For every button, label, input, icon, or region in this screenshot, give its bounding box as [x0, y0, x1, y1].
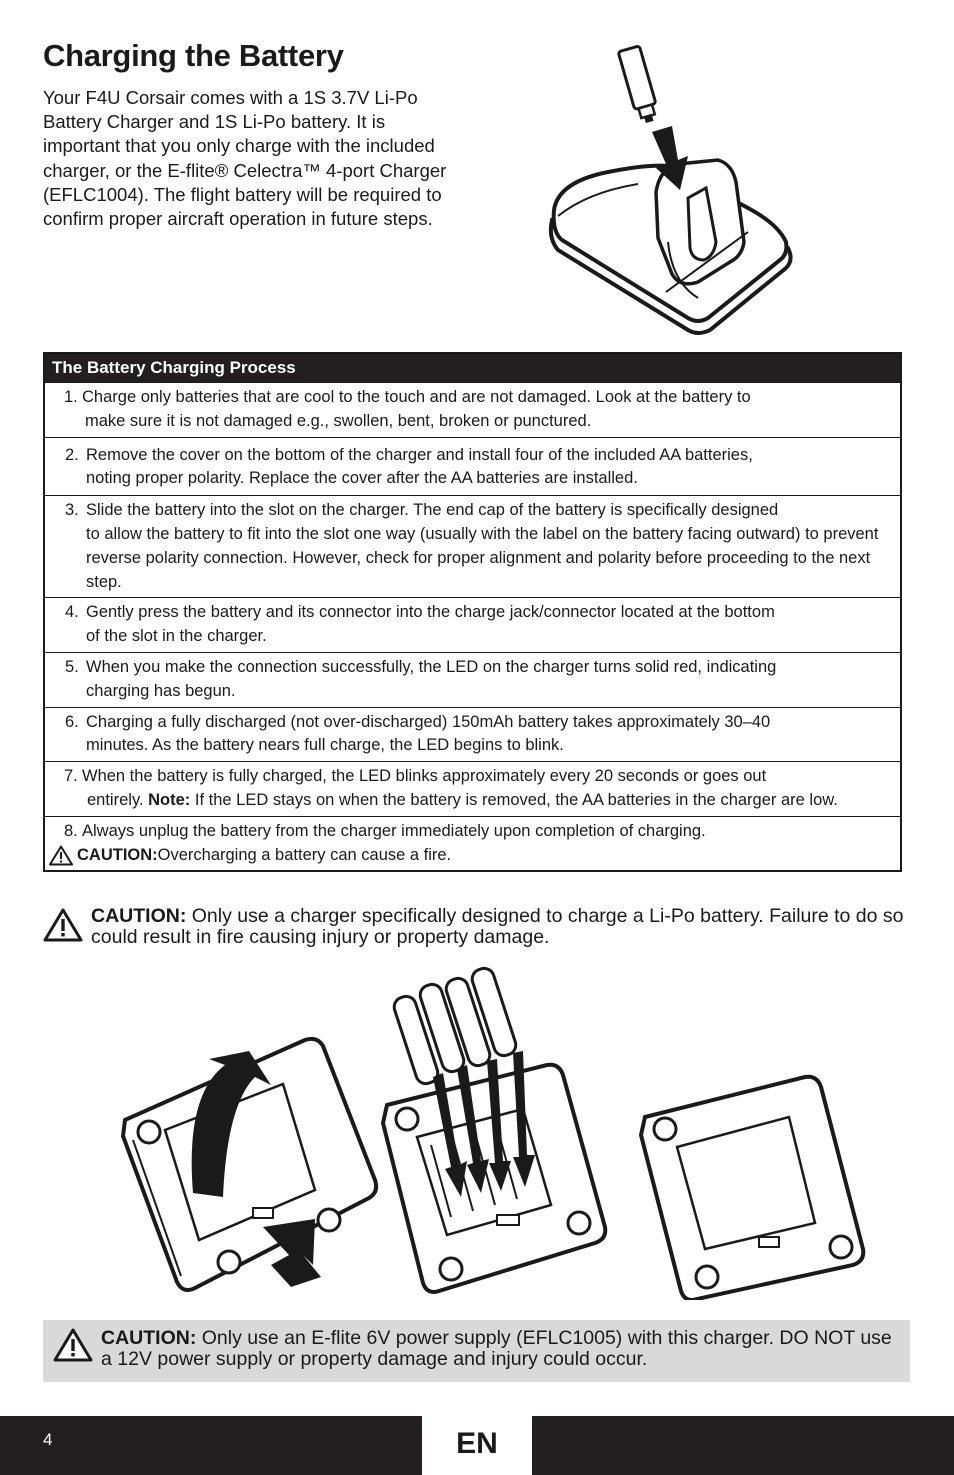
step-text-continued: noting proper polarity. Replace the cover after the AA batteries are installed. [86, 469, 638, 488]
language-label: EN [456, 1427, 498, 1460]
caution-text [101, 1328, 900, 1374]
table-row [45, 652, 900, 707]
step-text-continued: make sure it is not damaged e.g., swollen, bent, broken or punctured. [85, 411, 592, 430]
table-row [45, 382, 900, 437]
step-text-continued: minutes. As the battery nears full charge, the LED begins to blink. [86, 736, 564, 755]
caution-power-supply [43, 1320, 910, 1382]
charging-process-table [43, 352, 902, 872]
caution-body: Only use a charger specifically designed to charge a Li-Po battery. Failure to do so could result in fire causing injury or property damage. [91, 905, 904, 948]
page-title: Charging the Battery [43, 38, 344, 73]
step-number: 2. [65, 445, 79, 464]
footer-bar-left [0, 1416, 422, 1475]
step-text: Always unplug the battery from the charger immediately upon completion of charging. [82, 821, 706, 840]
step-text: Slide the battery into the slot on the charger. The end cap of the battery is specifically designed [86, 501, 779, 520]
footer-bar-right [532, 1416, 954, 1475]
table-row [45, 707, 900, 762]
aa-batteries [392, 966, 519, 1086]
step-text-prefix: entirely. [87, 790, 149, 809]
step-number: 1. [64, 388, 78, 406]
caution-label: CAUTION: [91, 905, 187, 927]
step-number: 3. [65, 501, 79, 520]
table-row [45, 597, 900, 652]
step-number: 6. [65, 712, 79, 731]
caution-text: Overcharging a battery can cause a fire. [157, 845, 452, 864]
caution-charger [43, 906, 913, 948]
step-text: Charge only batteries that are cool to the touch and are not damaged. Look at the battery to [82, 388, 751, 406]
intro-paragraph: Your F4U Corsair comes with a 1S 3.7V Li-Po Battery Charger and 1S Li-Po battery. It is important that you only charge with the included charger, or the E-flite® Celectra™ 4-port Charger (EFLC1004). The flight battery will be required to confirm proper aircraft operation in future steps. [43, 87, 447, 230]
charger-illustration [548, 42, 796, 342]
table-row [45, 437, 900, 496]
table-header: The Battery Charging Process [45, 354, 900, 382]
warning-triangle-icon [53, 1328, 93, 1362]
warning-triangle-icon [43, 908, 83, 942]
note-text: If the LED stays on when the battery is removed, the AA batteries in the charger are low. [190, 790, 838, 809]
step-text-continued: charging has begun. [86, 681, 236, 700]
step-text-continued: to allow the battery to fit into the slot one way (usually with the label on the battery facing outward) to prevent reverse polarity connection. However, check for proper alignment and polarity before proceeding to the next step. [86, 524, 879, 591]
step-number: 5. [65, 657, 79, 676]
step-text: Remove the cover on the bottom of the charger and install four of the included AA batteries, [86, 445, 753, 464]
note-label: Note: [148, 790, 191, 809]
step-text: Charging a fully discharged (not over-discharged) 150mAh battery takes approximately 30–40 [86, 712, 771, 731]
step-text: Gently press the battery and its connector into the charge jack/connector located at the bottom [86, 603, 775, 622]
step-number: 8. [64, 821, 78, 840]
caution-label: CAUTION: [101, 1327, 197, 1349]
step-text: When the battery is fully charged, the LED blinks approximately every 20 seconds or goes out [82, 767, 767, 786]
caution-label: CAUTION: [77, 845, 158, 864]
step-text-continued [64, 789, 882, 813]
table-row [45, 816, 900, 871]
step-number: 7. [64, 767, 78, 786]
table-row [45, 761, 900, 816]
step-number: 4. [65, 603, 79, 622]
inline-caution [49, 844, 882, 868]
caution-text [91, 906, 913, 948]
step-text-continued: of the slot in the charger. [86, 627, 267, 646]
table-row [45, 495, 900, 597]
aa-battery-install-illustration [115, 965, 875, 1300]
warning-triangle-icon [49, 845, 73, 866]
caution-body: Only use an E-flite 6V power supply (EFLC1005) with this charger. DO NOT use a 12V power supply or property damage and injury could occur. [101, 1327, 892, 1370]
charger-bottom-cover-closed [641, 1077, 863, 1300]
page-number: 4 [43, 1430, 53, 1449]
step-text: When you make the connection successfully, the LED on the charger turns solid red, indicating [86, 657, 777, 676]
